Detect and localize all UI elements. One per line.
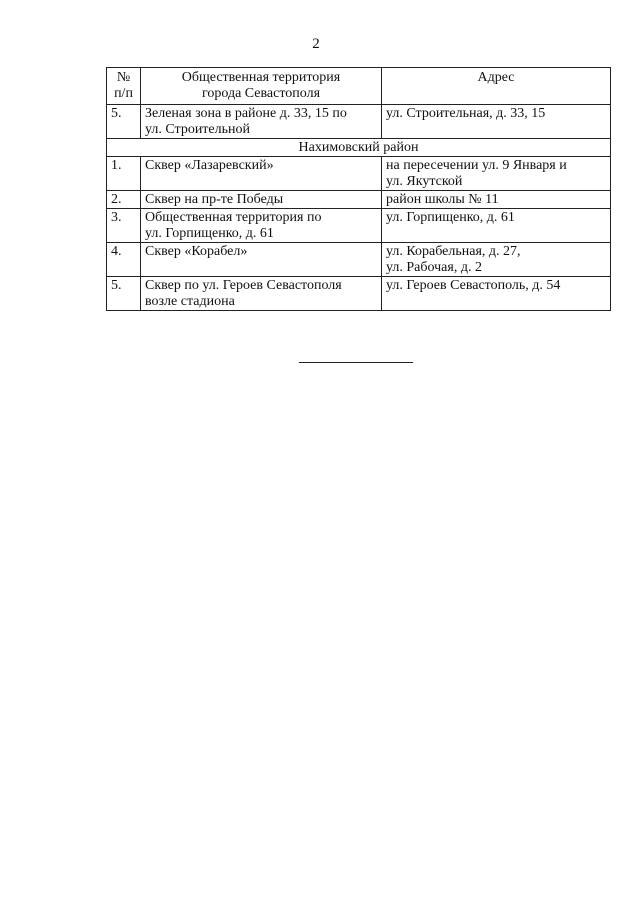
header-territory-line: Общественная территория xyxy=(181,70,341,85)
header-num-line: п/п xyxy=(114,86,133,101)
table-row xyxy=(107,209,611,243)
row-territory-line: ул. Горпищенко, д. 61 xyxy=(145,226,274,241)
row-territory xyxy=(141,277,382,311)
row-territory-line: Зеленая зона в районе д. 33, 15 по xyxy=(145,106,347,121)
row-address-line: район школы № 11 xyxy=(386,192,499,207)
table-row xyxy=(107,243,611,277)
row-address-line: ул. Строительная, д. 33, 15 xyxy=(386,106,546,121)
header-num xyxy=(107,68,141,105)
row-address xyxy=(382,209,611,243)
page-number: 2 xyxy=(312,36,320,52)
row-num: 5. xyxy=(107,105,141,139)
header-address xyxy=(382,68,611,105)
row-num: 3. xyxy=(107,209,141,243)
row-num: 1. xyxy=(107,157,141,191)
row-territory xyxy=(141,105,382,139)
row-address-line: ул. Рабочая, д. 2 xyxy=(386,260,482,275)
end-of-document-rule xyxy=(299,362,413,363)
table-row xyxy=(107,105,611,139)
table-header-row xyxy=(107,68,611,105)
row-territory-line: Сквер «Корабел» xyxy=(145,244,248,259)
header-territory xyxy=(141,68,382,105)
header-territory-line: города Севастополя xyxy=(201,86,321,101)
row-address xyxy=(382,157,611,191)
row-address xyxy=(382,243,611,277)
row-num: 4. xyxy=(107,243,141,277)
row-territory xyxy=(141,209,382,243)
row-address xyxy=(382,105,611,139)
row-address-line: ул. Корабельная, д. 27, xyxy=(386,244,521,259)
section-row xyxy=(107,139,611,157)
row-territory-line: возле стадиона xyxy=(145,294,235,309)
row-territory-line: Общественная территория по xyxy=(145,210,322,225)
row-address-line: на пересечении ул. 9 Января и xyxy=(386,158,567,173)
row-territory xyxy=(141,157,382,191)
row-territory-line: Сквер «Лазаревский» xyxy=(145,158,274,173)
row-address xyxy=(382,277,611,311)
header-address-line: Адрес xyxy=(477,70,515,85)
row-address xyxy=(382,191,611,209)
table-row xyxy=(107,277,611,311)
header-num-line: № xyxy=(116,70,131,85)
row-address-line: ул. Якутской xyxy=(386,174,463,189)
row-address-line: ул. Героев Севастополь, д. 54 xyxy=(386,278,561,293)
row-num: 2. xyxy=(107,191,141,209)
row-territory-line: ул. Строительной xyxy=(145,122,250,137)
row-territory xyxy=(141,243,382,277)
row-territory xyxy=(141,191,382,209)
table-row xyxy=(107,191,611,209)
row-territory-line: Сквер на пр-те Победы xyxy=(145,192,284,207)
table-row xyxy=(107,157,611,191)
row-address-line: ул. Горпищенко, д. 61 xyxy=(386,210,515,225)
territories-table xyxy=(106,67,611,311)
row-num: 5. xyxy=(107,277,141,311)
row-territory-line: Сквер по ул. Героев Севастополя xyxy=(145,278,342,293)
section-title: Нахимовский район xyxy=(107,139,611,157)
